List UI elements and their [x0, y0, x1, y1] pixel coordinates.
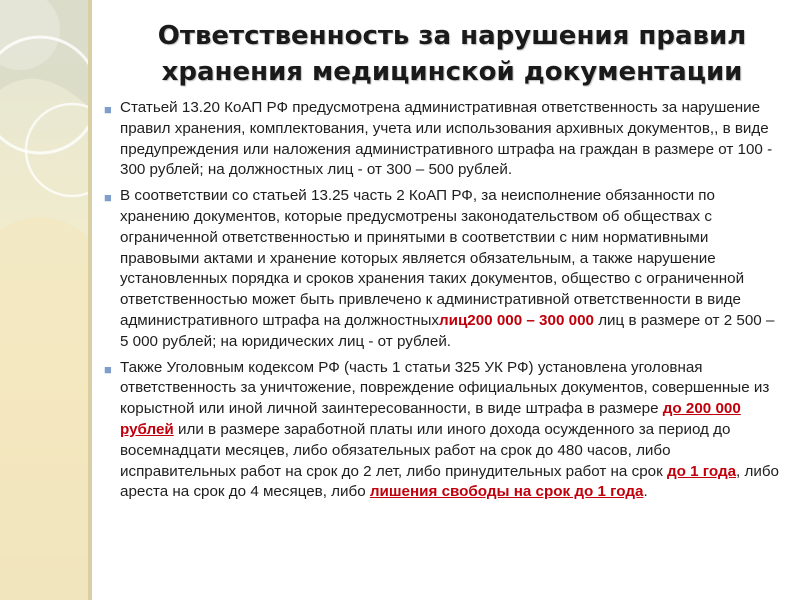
vertical-divider: [88, 0, 92, 600]
paragraph-1-text: Статьей 13.20 КоАП РФ предусмотрена административная ответственность за нарушение правил хранения, комплектования, учета или использования архивных документов,, в виде предупреждения или наложения административного штрафа на граждан в размере от 100 - 300 рублей; на должностных лиц - от 300 – 500 рублей.: [120, 99, 773, 179]
paragraph-2: [104, 186, 782, 352]
paragraph-3-text-2: или в размере заработной платы или иного дохода осужденного за период до восемнадцати месяцев, либо обязательных работ на срок до 480 часов, либо исправительных работ на срок до 2 лет, либо принудительных работ на срок: [120, 420, 731, 480]
decorative-circles-icon: [0, 0, 92, 600]
square-bullet-icon: ■: [104, 361, 112, 377]
decorative-left-panel: [0, 0, 92, 600]
title-line-1: Ответственность за нарушения правил: [157, 21, 747, 51]
paragraph-1: [104, 98, 782, 181]
paragraph-3-text-1: Также Уголовным кодексом РФ (часть 1 статьи 325 УК РФ) установлена уголовная ответственность за уничтожение, повреждение официальных документов, совершенные из корыстной или иной личной заинтересованности, в виде штрафа в размере: [120, 358, 770, 418]
square-bullet-icon: ■: [104, 190, 112, 206]
square-bullet-icon: ■: [104, 102, 112, 117]
paragraph-3-highlight-1: до 200 000 рублей: [120, 400, 741, 438]
paragraph-3-text-3: , либо ареста на срок до 4 месяцев, либо: [120, 462, 779, 501]
slide-content: [104, 98, 782, 508]
paragraph-3-text-4: .: [643, 483, 648, 501]
title-line-2: хранения медицинской документации: [161, 57, 743, 87]
paragraph-3: [104, 358, 782, 504]
paragraph-2-text-after: лиц в размере от 2 500 – 5 000 рублей; на юридических лиц - от рублей.: [120, 311, 775, 350]
slide-title: [112, 18, 792, 90]
paragraph-2-text-before: В соответствии со статьей 13.25 часть 2 КоАП РФ, за неисполнение обязанности по хранению документов, которые предусмотрены законодательством об обществах с ограниченной ответственностью и принятыми в соответствии с ним нормативными правовыми актами и хранение которых является обязательным, а также нарушение установленных порядка и сроков хранения таких документов, общество с ограниченной ответственностью может быть привлечено к административной ответственности в виде административного штрафа на должностных: [120, 187, 745, 329]
paragraph-2-highlight: лиц200 000 – 300 000: [438, 311, 594, 329]
paragraph-3-highlight-2: до 1 года: [666, 462, 737, 480]
paragraph-3-highlight-3: лишения свободы на срок до 1 года: [369, 483, 644, 501]
